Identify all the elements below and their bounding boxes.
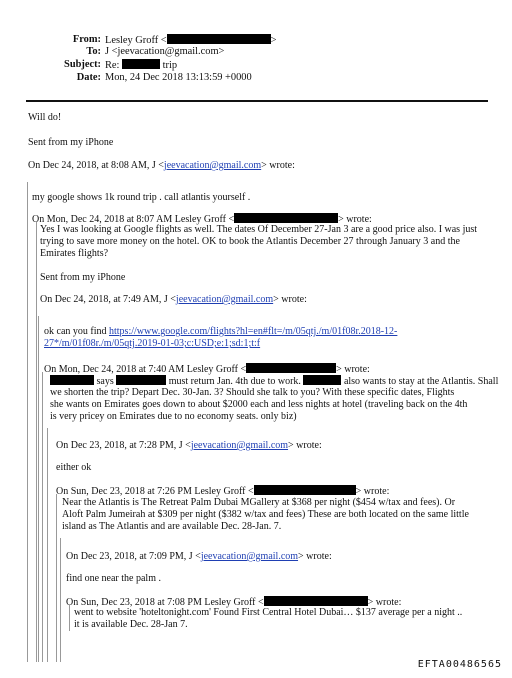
quote-header: On Dec 23, 2018, at 7:09 PM, J <jeevacation@gmail.com> wrote: xyxy=(66,551,332,562)
quote-bar xyxy=(36,222,37,662)
quote-header: On Mon, Dec 24, 2018 at 8:07 AM Lesley Groff < > wrote: xyxy=(32,214,372,225)
message-text: find one near the palm . xyxy=(66,573,161,584)
redaction-box xyxy=(50,375,94,385)
to-label: To: xyxy=(86,46,101,57)
reply-text: Will do! xyxy=(28,112,62,123)
redaction-box xyxy=(167,34,271,44)
quote-header: On Sun, Dec 23, 2018 at 7:08 PM Lesley Groff < > wrote: xyxy=(66,597,402,608)
email-link[interactable]: jeevacation@gmail.com xyxy=(175,294,274,305)
subject-suffix: trip xyxy=(162,60,178,71)
message-text: says must return Jan. 4th due to work. also wants to stay at the Atlantis. Shall xyxy=(50,375,498,388)
email-link[interactable]: jeevacation@gmail.com xyxy=(163,160,262,171)
message-text: Near the Atlantis is The Retreat Palm Dubai MGallery at $368 per night ($454 w/tax and fees). Or xyxy=(62,497,456,508)
google-flights-link[interactable]: 27*/m/01f08r./m/05qtj.2019-01-03;c:USD;e:1;sd:1;t:f xyxy=(44,338,261,349)
message-text: Aloft Palm Jumeirah at $309 per night ($382 w/tax and fees) These are both located on the same little xyxy=(62,509,469,520)
quote-bar xyxy=(69,605,70,631)
message-text: is very pricey on Emirates due to no economy seats. only biz) xyxy=(50,411,297,422)
quote-bar xyxy=(27,182,28,662)
quote-bar xyxy=(60,538,61,662)
message-text: she wants on Emirates goes down to about $2000 each and less nights at hotel (traveling back on the 4th xyxy=(50,399,468,410)
quote-header: On Dec 24, 2018, at 8:08 AM, J <jeevacation@gmail.com> wrote: xyxy=(28,160,295,171)
message-link-continued xyxy=(44,338,260,350)
sent-from-signature: Sent from my iPhone xyxy=(28,137,114,148)
redaction-box xyxy=(303,375,341,385)
message-text: it is available Dec. 28-Jan 7. xyxy=(74,619,188,630)
message-text: ok can you find https://www.google.com/flights?hl=en#flt=/m/05qtj./m/01f08r.2018-12- xyxy=(44,326,398,337)
quote-bar xyxy=(56,494,57,662)
message-text: Emirates flights? xyxy=(40,248,109,259)
email-link[interactable]: jeevacation@gmail.com xyxy=(190,440,289,451)
bates-number: EFTA00486565 xyxy=(417,659,502,670)
quote-bar xyxy=(42,372,43,662)
message-text: either ok xyxy=(56,462,92,473)
quote-header: On Dec 24, 2018, at 7:49 AM, J <jeevacation@gmail.com> wrote: xyxy=(40,294,307,305)
redaction-box xyxy=(122,59,160,69)
message-text: went to website 'hoteltonight.com' Found First Central Hotel Dubai… $137 average per a night .. xyxy=(74,607,463,618)
redaction-box xyxy=(234,213,338,223)
subject-label: Subject: xyxy=(64,59,101,70)
redaction-box xyxy=(264,596,368,606)
google-flights-link[interactable]: https://www.google.com/flights?hl=en#flt=/m/05qtj./m/01f08r.2018-12- xyxy=(109,326,398,337)
redaction-box xyxy=(254,485,356,495)
message-text: island as The Atlantis and are available Dec. 28-Jan. 7. xyxy=(62,521,282,532)
header-divider xyxy=(26,100,488,102)
message-text: trying to save more money on the hotel. OK to book the Atlantis December 27 through January 3 and the xyxy=(40,236,460,247)
quote-header: On Sun, Dec 23, 2018 at 7:26 PM Lesley Groff < > wrote: xyxy=(56,486,390,497)
from-end: > xyxy=(270,35,277,46)
redaction-box xyxy=(246,363,336,373)
message-text: Yes I was looking at Google flights as well. The dates Of December 27-Jan 3 are a good price also. I was just xyxy=(40,224,478,235)
message-text: we shorten the trip? Depart Dec. 30-Jan. 3? Should she talk to you? With these specific dates, Flights xyxy=(50,387,455,398)
subject-prefix: Re: xyxy=(105,60,120,71)
email-link[interactable]: jeevacation@gmail.com xyxy=(200,551,299,562)
redaction-box xyxy=(116,375,166,385)
from-name: Lesley Groff < xyxy=(105,35,167,46)
quote-bar xyxy=(38,316,39,662)
quote-header: On Mon, Dec 24, 2018 at 7:40 AM Lesley Groff < > wrote: xyxy=(44,364,370,375)
quote-header: On Dec 23, 2018, at 7:28 PM, J <jeevacation@gmail.com> wrote: xyxy=(56,440,322,451)
message-text: my google shows 1k round trip . call atlantis yourself . xyxy=(32,192,251,203)
date-value: Mon, 24 Dec 2018 13:13:59 +0000 xyxy=(105,72,252,83)
date-label: Date: xyxy=(76,72,101,83)
quote-bar xyxy=(47,428,48,662)
to-value: J <jeevacation@gmail.com> xyxy=(105,46,225,57)
from-label: From: xyxy=(72,34,101,45)
sent-from-signature: Sent from my iPhone xyxy=(40,272,126,283)
